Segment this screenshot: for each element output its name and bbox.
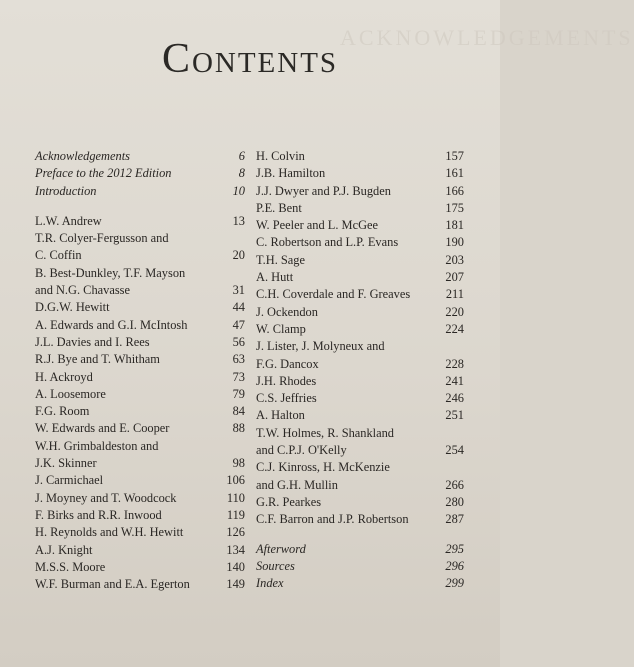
- toc-entry-page-number: 140: [226, 559, 245, 574]
- toc-entry: [256, 425, 464, 460]
- toc-entry: [35, 230, 245, 265]
- toc-entry-page-number: 228: [445, 356, 464, 371]
- toc-entry-page-number: 8: [238, 166, 245, 181]
- toc-entry-page-number: 246: [445, 391, 464, 406]
- toc-entry-title: J. Moyney and T. Woodcock: [35, 490, 177, 505]
- toc-entry: [35, 420, 245, 437]
- toc-entry: [35, 386, 245, 403]
- toc-entry-title: W.F. Burman and E.A. Egerton: [35, 577, 190, 592]
- toc-entry-page-number: 44: [232, 300, 245, 315]
- toc-entry-title: J. Ockendon: [256, 304, 318, 319]
- toc-entry: [35, 438, 245, 473]
- toc-entry-title: C.F. Barron and J.P. Robertson: [256, 512, 409, 527]
- contents-left-column: [35, 148, 245, 593]
- toc-entry-title: P.E. Bent: [256, 200, 302, 215]
- toc-entry-title: T.H. Sage: [256, 252, 305, 267]
- toc-entry-title: D.G.W. Hewitt: [35, 300, 110, 315]
- toc-entry-page-number: 119: [226, 507, 245, 522]
- toc-entry-page-number: 251: [445, 408, 464, 423]
- show-through-text: ACKNOWLEDGEMENTS: [340, 25, 634, 50]
- toc-entry-title: R.J. Bye and T. Whitham: [35, 352, 160, 367]
- toc-entry-title: F. Birks and R.R. Inwood: [35, 507, 162, 522]
- toc-entry-page-number: 110: [226, 490, 245, 505]
- toc-entry-page-number: 47: [232, 317, 245, 332]
- toc-entry: [256, 459, 464, 494]
- toc-entry: [256, 183, 464, 200]
- toc-entry-title: F.G. Room: [35, 404, 90, 419]
- toc-entry-page-number: 181: [445, 218, 464, 233]
- toc-entry: [256, 200, 464, 217]
- toc-entry-title: A. Hutt: [256, 270, 294, 285]
- toc-entry-page-number: 207: [445, 270, 464, 285]
- toc-entry-page-number: 241: [445, 373, 464, 388]
- toc-entry: [256, 269, 464, 286]
- toc-entry: [35, 299, 245, 316]
- toc-entry: [256, 558, 464, 575]
- toc-entry: [35, 576, 245, 593]
- toc-entry: [35, 524, 245, 541]
- toc-entry: [256, 338, 464, 373]
- toc-entry: [256, 494, 464, 511]
- toc-entry-title: C.J. Kinross, H. McKenzie and G.H. Mullin: [256, 460, 390, 492]
- contents-right-column: [256, 148, 464, 592]
- toc-entry-page-number: 6: [238, 149, 245, 163]
- toc-entry: [35, 351, 245, 368]
- toc-entry-page-number: 88: [232, 421, 245, 436]
- toc-entry: [35, 334, 245, 351]
- toc-entry: [35, 542, 245, 559]
- toc-entry: [35, 183, 245, 200]
- toc-entry-page-number: 20: [232, 248, 245, 263]
- toc-entry: [256, 286, 464, 303]
- toc-entry-page-number: 299: [445, 576, 464, 591]
- toc-entry-title: M.S.S. Moore: [35, 559, 106, 574]
- toc-entry-page-number: 10: [232, 183, 245, 198]
- toc-entry: [256, 234, 464, 251]
- toc-entry-page-number: 31: [232, 283, 245, 298]
- toc-entry-title: Afterword: [256, 541, 306, 556]
- toc-entry-title: J.J. Dwyer and P.J. Bugden: [256, 183, 391, 198]
- toc-entry-title: W. Edwards and E. Cooper: [35, 421, 170, 436]
- toc-entry-page-number: 296: [445, 558, 464, 573]
- toc-entry-title: Preface to the 2012 Edition: [35, 166, 172, 181]
- page-title: Contents: [161, 36, 339, 82]
- toc-entry-page-number: 190: [445, 235, 464, 250]
- toc-entry-title: W.H. Grimbaldeston and J.K. Skinner: [35, 438, 159, 471]
- section-spacer: [256, 529, 464, 541]
- toc-entry-title: J.B. Hamilton: [256, 166, 326, 181]
- toc-entry-title: C.H. Coverdale and F. Greaves: [256, 287, 411, 302]
- toc-entry-page-number: 63: [232, 352, 245, 367]
- toc-entry-page-number: 56: [232, 334, 245, 349]
- toc-entry-page-number: 220: [445, 304, 464, 319]
- toc-entry: [256, 511, 464, 528]
- toc-entry: [35, 148, 245, 165]
- toc-entry-title: H. Ackroyd: [35, 369, 93, 384]
- toc-entry-title: J. Lister, J. Molyneux and F.G. Dancox: [256, 339, 385, 371]
- toc-entry: [256, 541, 464, 558]
- toc-entry-title: Index: [256, 576, 284, 591]
- toc-entry-title: J. Carmichael: [35, 473, 104, 488]
- toc-entry-title: J.H. Rhodes: [256, 373, 317, 388]
- toc-entry-title: H. Reynolds and W.H. Hewitt: [35, 525, 184, 540]
- toc-entry-page-number: 280: [445, 494, 464, 509]
- toc-entry-title: C.S. Jeffries: [256, 391, 317, 406]
- toc-entry-title: Acknowledgements: [35, 149, 130, 163]
- toc-entry: [256, 148, 464, 165]
- toc-entry-page-number: 106: [226, 473, 245, 488]
- toc-entry-page-number: 254: [445, 443, 464, 458]
- toc-entry: [256, 575, 464, 592]
- toc-entry: [35, 317, 245, 334]
- toc-entry-page-number: 175: [445, 200, 464, 215]
- toc-entry-page-number: 224: [445, 321, 464, 336]
- toc-entry-title: A.J. Knight: [35, 542, 93, 557]
- toc-entry-page-number: 98: [232, 456, 245, 471]
- toc-entry-title: W. Peeler and L. McGee: [256, 218, 379, 233]
- toc-entry-page-number: 84: [232, 404, 245, 419]
- toc-entry: [35, 213, 245, 230]
- toc-entry-title: T.R. Colyer-Fergusson and C. Coffin: [35, 231, 169, 263]
- toc-entry-page-number: 157: [445, 149, 464, 163]
- toc-entry-page-number: 211: [445, 287, 464, 302]
- toc-entry-page-number: 161: [445, 166, 464, 181]
- toc-entry-page-number: 79: [232, 386, 245, 401]
- toc-entry: [256, 304, 464, 321]
- toc-entry: [256, 252, 464, 269]
- toc-entry: [256, 373, 464, 390]
- toc-entry: [35, 490, 245, 507]
- toc-entry-title: J.L. Davies and I. Rees: [35, 334, 150, 349]
- toc-entry: [256, 390, 464, 407]
- toc-entry-title: H. Colvin: [256, 149, 305, 163]
- toc-entry-page-number: 287: [445, 512, 464, 527]
- toc-entry-page-number: 295: [445, 541, 464, 556]
- toc-entry-title: Introduction: [35, 183, 97, 198]
- section-spacer: [35, 200, 245, 213]
- toc-entry-title: W. Clamp: [256, 321, 306, 336]
- toc-entry-title: Sources: [256, 558, 295, 573]
- toc-entry-page-number: 126: [226, 525, 245, 540]
- toc-entry-page-number: 13: [232, 213, 245, 228]
- toc-entry: [35, 369, 245, 386]
- toc-entry-title: T.W. Holmes, R. Shankland and C.P.J. O'Kelly: [256, 425, 395, 458]
- toc-entry-page-number: 166: [445, 183, 464, 198]
- toc-entry: [256, 165, 464, 182]
- toc-entry: [35, 559, 245, 576]
- toc-entry: [35, 265, 245, 300]
- toc-entry: [35, 472, 245, 489]
- toc-entry: [35, 403, 245, 420]
- toc-entry-page-number: 149: [226, 577, 245, 592]
- toc-entry-title: C. Robertson and L.P. Evans: [256, 235, 399, 250]
- toc-entry: [256, 407, 464, 424]
- toc-entry: [35, 165, 245, 182]
- toc-entry-title: A. Halton: [256, 408, 305, 423]
- toc-entry-page-number: 266: [445, 477, 464, 492]
- toc-entry-title: G.R. Pearkes: [256, 494, 322, 509]
- toc-entry-title: L.W. Andrew: [35, 213, 102, 228]
- toc-entry-page-number: 203: [445, 252, 464, 267]
- toc-entry-page-number: 134: [226, 542, 245, 557]
- toc-entry: [35, 507, 245, 524]
- toc-entry-title: A. Edwards and G.I. McIntosh: [35, 317, 188, 332]
- toc-entry-title: A. Loosemore: [35, 386, 106, 401]
- toc-entry-page-number: 73: [232, 369, 245, 384]
- toc-entry-title: B. Best-Dunkley, T.F. Mayson and N.G. Chavasse: [35, 265, 186, 298]
- toc-entry: [256, 321, 464, 338]
- toc-entry: [256, 217, 464, 234]
